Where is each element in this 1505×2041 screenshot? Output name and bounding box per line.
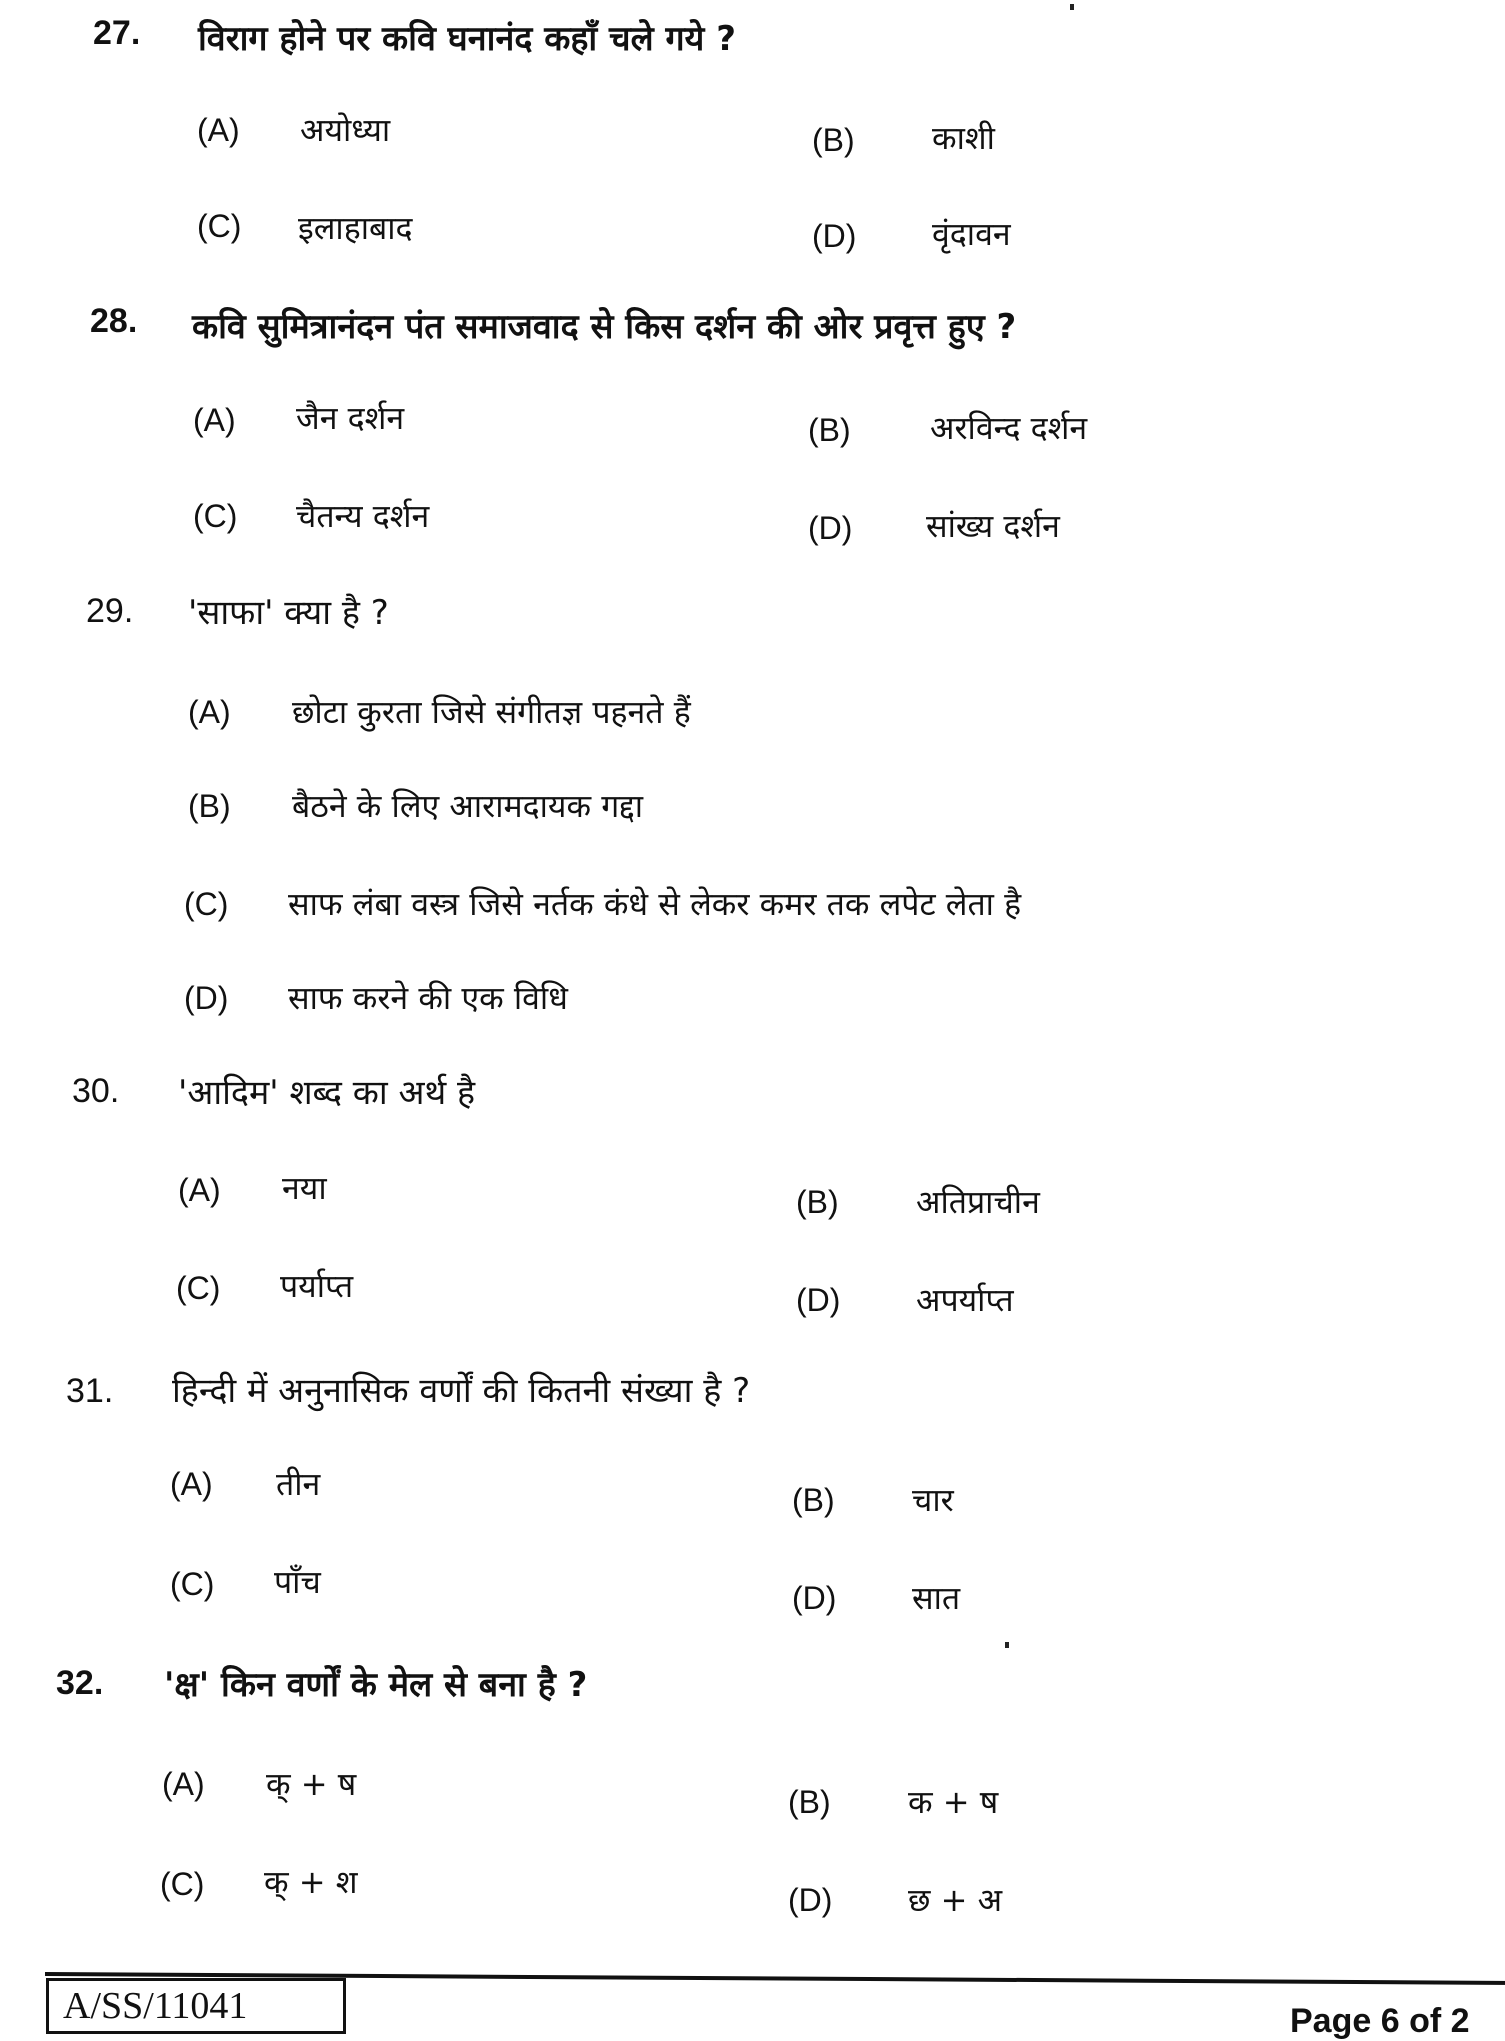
- option-label-a: (A): [188, 694, 231, 730]
- option-label-b: (B): [188, 788, 231, 824]
- option-label-b: (B): [792, 1482, 835, 1518]
- question-number: 32.: [56, 1664, 104, 1702]
- option-text-a: छोटा कुरता जिसे संगीतज्ञ पहनते हैं: [292, 693, 691, 731]
- option-label-d: (D): [796, 1282, 841, 1318]
- question-text: हिन्दी में अनुनासिक वर्णों की कितनी संख्या है ?: [172, 1371, 751, 1411]
- option-text-b: चार: [912, 1481, 954, 1519]
- option-label-b: (B): [808, 412, 851, 448]
- option-label-d: (D): [808, 510, 853, 546]
- option-label-b: (B): [788, 1784, 831, 1820]
- option-text-c: इलाहाबाद: [298, 209, 413, 247]
- option-text-b: काशी: [932, 119, 995, 157]
- option-label-a: (A): [197, 112, 240, 148]
- option-label-d: (D): [788, 1882, 833, 1918]
- option-text-a: तीन: [276, 1465, 321, 1503]
- option-label-a: (A): [162, 1766, 205, 1802]
- option-text-c: पर्याप्त: [280, 1267, 354, 1305]
- question-text: 'क्ष' किन वर्णों के मेल से बना है ?: [164, 1665, 588, 1705]
- option-text-b: क + ष: [908, 1783, 999, 1821]
- option-label-a: (A): [178, 1172, 221, 1208]
- option-text-a: अयोध्या: [300, 111, 391, 149]
- option-label-d: (D): [812, 218, 857, 254]
- option-label-c: (C): [193, 498, 238, 534]
- option-text-b: बैठने के लिए आरामदायक गद्दा: [292, 787, 643, 825]
- option-text-d: छ + अ: [908, 1881, 1003, 1919]
- option-text-d: साफ करने की एक विधि: [288, 979, 568, 1017]
- question-number: 31.: [66, 1372, 114, 1410]
- option-label-c: (C): [197, 208, 242, 244]
- option-text-c: चैतन्य दर्शन: [296, 497, 430, 535]
- option-text-c: क् + श: [264, 1863, 358, 1901]
- question-text: 'साफा' क्या है ?: [188, 593, 389, 633]
- question-number: 30.: [72, 1072, 120, 1110]
- option-label-a: (A): [193, 402, 236, 438]
- option-label-b: (B): [796, 1184, 839, 1220]
- option-text-a: क् + ष: [266, 1765, 357, 1803]
- paper-code-box: A/SS/11041: [46, 1978, 346, 2034]
- scan-speck: [1005, 1642, 1009, 1648]
- option-text-d: सांख्य दर्शन: [926, 507, 1060, 545]
- option-label-c: (C): [160, 1866, 205, 1902]
- option-text-c: साफ लंबा वस्त्र जिसे नर्तक कंधे से लेकर कमर तक लपेट लेता है: [288, 885, 1022, 923]
- option-label-d: (D): [792, 1580, 837, 1616]
- option-label-b: (B): [812, 122, 855, 158]
- option-label-c: (C): [184, 886, 229, 922]
- scan-speck: [1070, 4, 1074, 10]
- option-text-d: सात: [912, 1579, 961, 1617]
- question-number: 29.: [86, 592, 134, 630]
- option-text-d: वृंदावन: [932, 215, 1011, 253]
- option-text-b: अतिप्राचीन: [916, 1183, 1040, 1221]
- option-text-c: पाँच: [274, 1563, 321, 1601]
- question-number: 28.: [90, 302, 138, 340]
- option-text-a: नया: [282, 1169, 327, 1207]
- question-text: 'आदिम' शब्द का अर्थ है: [178, 1073, 476, 1113]
- option-label-a: (A): [170, 1466, 213, 1502]
- question-text: कवि सुमित्रानंदन पंत समाजवाद से किस दर्शन की ओर प्रवृत्त हुए ?: [192, 307, 1017, 347]
- option-text-b: अरविन्द दर्शन: [930, 409, 1088, 447]
- page-number: Page 6 of 2: [1290, 2002, 1470, 2040]
- option-label-c: (C): [176, 1270, 221, 1306]
- option-label-d: (D): [184, 980, 229, 1016]
- option-text-a: जैन दर्शन: [296, 399, 405, 437]
- question-number: 27.: [93, 14, 141, 52]
- option-label-c: (C): [170, 1566, 215, 1602]
- question-text: विराग होने पर कवि घनानंद कहाँ चले गये ?: [198, 19, 736, 59]
- option-text-d: अपर्याप्त: [916, 1281, 1014, 1319]
